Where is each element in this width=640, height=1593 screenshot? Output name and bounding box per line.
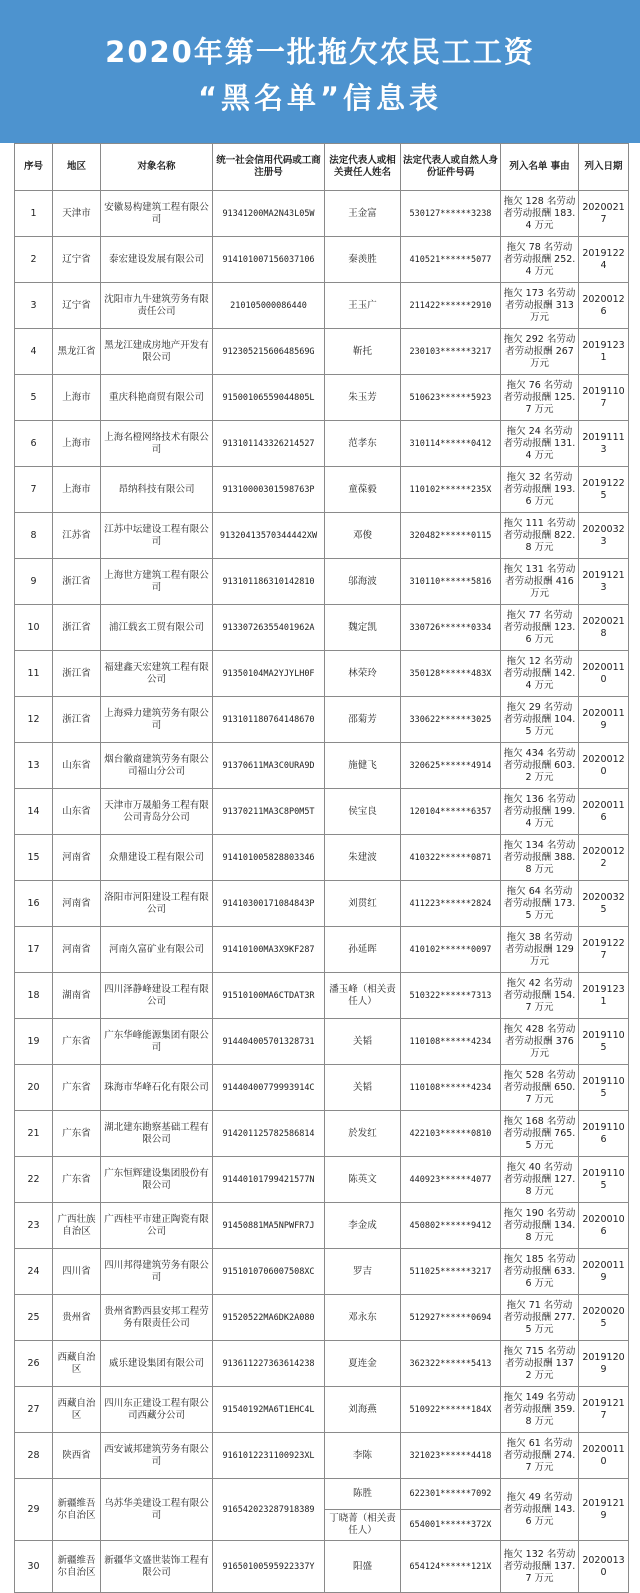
table-row <box>15 283 629 329</box>
row-number: 7 <box>15 467 53 513</box>
row-id-number: 110102******235X <box>401 467 501 513</box>
row-id-number: 110108******4234 <box>401 1019 501 1065</box>
row-date: 20200217 <box>579 191 629 237</box>
row-company-name: 沈阳市九牛建筑劳务有限责任公司 <box>101 283 213 329</box>
row-id-number: 440923******4077 <box>401 1157 501 1203</box>
row-region: 辽宁省 <box>53 237 101 283</box>
row-number: 18 <box>15 973 53 1019</box>
table-row <box>15 1065 629 1111</box>
row-company-name: 烟台徽商建筑劳务有限公司福山分公司 <box>101 743 213 789</box>
row-person-name: 靳托 <box>325 329 401 375</box>
row-reason: 拖欠 190 名劳动者劳动报酬 134.8 万元 <box>501 1203 579 1249</box>
row-reason: 拖欠 168 名劳动者劳动报酬 765.5 万元 <box>501 1111 579 1157</box>
row-reason: 拖欠 131 名劳动者劳动报酬 416 万元 <box>501 559 579 605</box>
row-company-name: 湖北建东勘察基础工程有限公司 <box>101 1111 213 1157</box>
col-header-id: 法定代表人或自然人身份证件号码 <box>401 144 501 191</box>
row-reason: 拖欠 77 名劳动者劳动报酬 123.6 万元 <box>501 605 579 651</box>
row-number: 8 <box>15 513 53 559</box>
col-header-person: 法定代表人或相关责任人姓名 <box>325 144 401 191</box>
row-company-name: 福建鑫天宏建筑工程有限公司 <box>101 651 213 697</box>
row-company-name: 西安诚邦建筑劳务有限公司 <box>101 1433 213 1479</box>
row-id-number: 230103******3217 <box>401 329 501 375</box>
row-company-name: 昂纳科技有限公司 <box>101 467 213 513</box>
row-credit-code: 916542023287918389 <box>213 1479 325 1541</box>
row-region: 贵州省 <box>53 1295 101 1341</box>
row-person-name: 关韬 <box>325 1065 401 1111</box>
title-line-2: “黑名单”信息表 <box>197 81 443 115</box>
row-reason: 拖欠 149 名劳动者劳动报酬 359.8 万元 <box>501 1387 579 1433</box>
row-region: 河南省 <box>53 927 101 973</box>
row-credit-code: 91320413570344442XW <box>213 513 325 559</box>
row-region: 山东省 <box>53 789 101 835</box>
row-person-name: 邵菊芳 <box>325 697 401 743</box>
table-row <box>15 1019 629 1065</box>
row-credit-code: 91350104MA2YJYLH0F <box>213 651 325 697</box>
row-person-name: 王玉广 <box>325 283 401 329</box>
row-reason: 拖欠 42 名劳动者劳动报酬 154.7 万元 <box>501 973 579 1019</box>
row-reason: 拖欠 528 名劳动者劳动报酬 650.7 万元 <box>501 1065 579 1111</box>
row-person-name: 秦羡胜 <box>325 237 401 283</box>
col-header-date: 列入日期 <box>579 144 629 191</box>
row-credit-code: 91540192MA6T1EHC4L <box>213 1387 325 1433</box>
row-date: 20191231 <box>579 973 629 1019</box>
row-id-number: 511025******3217 <box>401 1249 501 1295</box>
row-credit-code: 91230521560648569G <box>213 329 325 375</box>
row-person-name: 王金富 <box>325 191 401 237</box>
row-reason: 拖欠 434 名劳动者劳动报酬 603.2 万元 <box>501 743 579 789</box>
row-region: 广东省 <box>53 1111 101 1157</box>
row-number: 12 <box>15 697 53 743</box>
row-credit-code: 914101007156037106 <box>213 237 325 283</box>
row-number: 6 <box>15 421 53 467</box>
header-row <box>15 144 629 191</box>
row-region: 江苏省 <box>53 513 101 559</box>
row-number: 9 <box>15 559 53 605</box>
row-reason: 拖欠 134 名劳动者劳动报酬 388.8 万元 <box>501 835 579 881</box>
row-person-name-2: 丁晓菁（相关责任人） <box>325 1510 401 1541</box>
table-row <box>15 421 629 467</box>
row-date: 20191227 <box>579 927 629 973</box>
table-row <box>15 559 629 605</box>
row-number: 3 <box>15 283 53 329</box>
row-credit-code: 91310000301598763P <box>213 467 325 513</box>
row-date: 20200110 <box>579 1433 629 1479</box>
table-row <box>15 927 629 973</box>
row-id-number: 512927******0694 <box>401 1295 501 1341</box>
row-reason: 拖欠 64 名劳动者劳动报酬 173.5 万元 <box>501 881 579 927</box>
row-region: 湖南省 <box>53 973 101 1019</box>
row-region: 广东省 <box>53 1065 101 1111</box>
row-date: 20191105 <box>579 1065 629 1111</box>
title-banner <box>0 0 640 143</box>
row-number: 28 <box>15 1433 53 1479</box>
table-body <box>15 191 629 1593</box>
col-header-reason: 列入名单 事由 <box>501 144 579 191</box>
row-date: 20200126 <box>579 283 629 329</box>
row-number: 16 <box>15 881 53 927</box>
row-credit-code: 91500106559044805L <box>213 375 325 421</box>
col-header-code: 统一社会信用代码或工商注册号 <box>213 144 325 191</box>
row-id-number: 450802******9412 <box>401 1203 501 1249</box>
row-reason: 拖欠 715 名劳动者劳动报酬 1372 万元 <box>501 1341 579 1387</box>
row-date: 20191106 <box>579 1111 629 1157</box>
row-number: 19 <box>15 1019 53 1065</box>
row-credit-code: 913611227363614238 <box>213 1341 325 1387</box>
row-region: 西藏自治区 <box>53 1387 101 1433</box>
row-credit-code: 914201125782586814 <box>213 1111 325 1157</box>
row-reason: 拖欠 78 名劳动者劳动报酬 252.4 万元 <box>501 237 579 283</box>
row-region: 上海市 <box>53 375 101 421</box>
row-number: 20 <box>15 1065 53 1111</box>
table-row <box>15 1295 629 1341</box>
row-id-number: 622301******7092 <box>401 1479 501 1510</box>
row-id-number-2: 654001******372X <box>401 1510 501 1541</box>
row-region: 天津市 <box>53 191 101 237</box>
row-region: 浙江省 <box>53 605 101 651</box>
row-credit-code: 210105000086440 <box>213 283 325 329</box>
row-date: 20191217 <box>579 1387 629 1433</box>
row-number: 24 <box>15 1249 53 1295</box>
row-company-name: 天津市万晟船务工程有限公司青岛分公司 <box>101 789 213 835</box>
row-id-number: 310114******0412 <box>401 421 501 467</box>
row-person-name: 魏定凯 <box>325 605 401 651</box>
row-person-name: 邓永东 <box>325 1295 401 1341</box>
row-region: 辽宁省 <box>53 283 101 329</box>
row-person-name: 阳盛 <box>325 1541 401 1593</box>
row-number: 11 <box>15 651 53 697</box>
table-row <box>15 1387 629 1433</box>
row-id-number: 530127******3238 <box>401 191 501 237</box>
table-row <box>15 835 629 881</box>
row-id-number: 320482******0115 <box>401 513 501 559</box>
row-person-name: 施健飞 <box>325 743 401 789</box>
col-header-region: 地区 <box>53 144 101 191</box>
row-company-name: 四川泽静峰建设工程有限公司 <box>101 973 213 1019</box>
row-date: 20200110 <box>579 651 629 697</box>
row-date: 20191107 <box>579 375 629 421</box>
table-row <box>15 191 629 237</box>
row-id-number: 410102******0097 <box>401 927 501 973</box>
table-row <box>15 467 629 513</box>
table-row <box>15 237 629 283</box>
row-id-number: 320625******4914 <box>401 743 501 789</box>
row-id-number: 350128******483X <box>401 651 501 697</box>
row-person-name: 陈胜 <box>325 1479 401 1510</box>
row-reason: 拖欠 61 名劳动者劳动报酬 274.7 万元 <box>501 1433 579 1479</box>
row-number: 21 <box>15 1111 53 1157</box>
row-number: 14 <box>15 789 53 835</box>
row-company-name: 广西桂平市建正陶瓷有限公司 <box>101 1203 213 1249</box>
row-date: 20200323 <box>579 513 629 559</box>
col-header-name: 对象名称 <box>101 144 213 191</box>
row-reason: 拖欠 29 名劳动者劳动报酬 104.5 万元 <box>501 697 579 743</box>
row-date: 20191224 <box>579 237 629 283</box>
row-credit-code: 91341200MA2N43L05W <box>213 191 325 237</box>
row-number: 23 <box>15 1203 53 1249</box>
row-id-number: 654124******121X <box>401 1541 501 1593</box>
row-id-number: 310110******5816 <box>401 559 501 605</box>
row-reason: 拖欠 24 名劳动者劳动报酬 131.4 万元 <box>501 421 579 467</box>
row-date: 20191113 <box>579 421 629 467</box>
row-date: 20200119 <box>579 1249 629 1295</box>
row-id-number: 411223******2824 <box>401 881 501 927</box>
table-row <box>15 651 629 697</box>
row-number: 17 <box>15 927 53 973</box>
row-date: 20200205 <box>579 1295 629 1341</box>
row-person-name: 於发红 <box>325 1111 401 1157</box>
row-credit-code: 913101186310142810 <box>213 559 325 605</box>
row-company-name: 四川东正建设工程有限公司西藏分公司 <box>101 1387 213 1433</box>
row-region: 广西壮族自治区 <box>53 1203 101 1249</box>
row-company-name: 黑龙江建成房地产开发有限公司 <box>101 329 213 375</box>
row-reason: 拖欠 38 名劳动者劳动报酬 129 万元 <box>501 927 579 973</box>
row-id-number: 211422******2910 <box>401 283 501 329</box>
row-person-name: 陈英文 <box>325 1157 401 1203</box>
table-row <box>15 1203 629 1249</box>
row-date: 20200122 <box>579 835 629 881</box>
row-number: 13 <box>15 743 53 789</box>
row-region: 新疆维吾尔自治区 <box>53 1541 101 1593</box>
row-credit-code: 91520522MA6DK2A080 <box>213 1295 325 1341</box>
row-person-name: 刘贯红 <box>325 881 401 927</box>
row-reason: 拖欠 428 名劳动者劳动报酬 376 万元 <box>501 1019 579 1065</box>
row-id-number: 362322******5413 <box>401 1341 501 1387</box>
row-date: 20191219 <box>579 1479 629 1541</box>
row-credit-code: 91370611MA3C0URA9D <box>213 743 325 789</box>
row-reason: 拖欠 292 名劳动者劳动报酬 267 万元 <box>501 329 579 375</box>
row-company-name: 众鼎建设工程有限公司 <box>101 835 213 881</box>
row-id-number: 110108******4234 <box>401 1065 501 1111</box>
row-company-name: 上海舜力建筑劳务有限公司 <box>101 697 213 743</box>
row-date: 20191225 <box>579 467 629 513</box>
row-date: 20200218 <box>579 605 629 651</box>
row-company-name: 江苏中坛建设工程有限公司 <box>101 513 213 559</box>
row-number: 29 <box>15 1479 53 1541</box>
row-person-name: 林荣玲 <box>325 651 401 697</box>
row-number: 30 <box>15 1541 53 1593</box>
row-credit-code: 916501005959223​37Y <box>213 1541 325 1593</box>
row-person-name: 关韬 <box>325 1019 401 1065</box>
row-region: 上海市 <box>53 421 101 467</box>
row-region: 新疆维吾尔自治区 <box>53 1479 101 1541</box>
row-reason: 拖欠 128 名劳动者劳动报酬 183.4 万元 <box>501 191 579 237</box>
row-id-number: 510322******7313 <box>401 973 501 1019</box>
row-reason: 拖欠 71 名劳动者劳动报酬 277.5 万元 <box>501 1295 579 1341</box>
row-reason: 拖欠 185 名劳动者劳动报酬 633.6 万元 <box>501 1249 579 1295</box>
row-person-name: 李金成 <box>325 1203 401 1249</box>
row-credit-code: 91330726355401962A <box>213 605 325 651</box>
row-company-name: 广东恒辉建设集团股份有限公司 <box>101 1157 213 1203</box>
row-number: 1 <box>15 191 53 237</box>
title-line-1: 2020年第一批拖欠农民工工资 <box>105 35 535 69</box>
row-region: 山东省 <box>53 743 101 789</box>
row-credit-code: 914101005828803346 <box>213 835 325 881</box>
row-credit-code: 914404005701328731 <box>213 1019 325 1065</box>
row-reason: 拖欠 32 名劳动者劳动报酬 193.6 万元 <box>501 467 579 513</box>
row-date: 20200120 <box>579 743 629 789</box>
table-row <box>15 1341 629 1387</box>
row-person-name: 邬海波 <box>325 559 401 605</box>
row-region: 陕西省 <box>53 1433 101 1479</box>
row-person-name: 邓俊 <box>325 513 401 559</box>
row-credit-code: 91440400779993914C <box>213 1065 325 1111</box>
row-id-number: 410322******0871 <box>401 835 501 881</box>
row-credit-code: 91440101799421577N <box>213 1157 325 1203</box>
row-person-name: 孙延晖 <box>325 927 401 973</box>
table-row <box>15 513 629 559</box>
row-date: 20200106 <box>579 1203 629 1249</box>
table-row <box>15 329 629 375</box>
row-date: 20200119 <box>579 697 629 743</box>
table-row <box>15 1157 629 1203</box>
row-company-name: 威乐建设集团有限公司 <box>101 1341 213 1387</box>
row-company-name: 新疆华文盛世装饰工程有限公司 <box>101 1541 213 1593</box>
row-person-name: 朱玉芳 <box>325 375 401 421</box>
row-credit-code: 913101143326214527 <box>213 421 325 467</box>
row-person-name: 侯宝良 <box>325 789 401 835</box>
row-region: 黑龙江省 <box>53 329 101 375</box>
row-person-name: 童葆毅 <box>325 467 401 513</box>
row-date: 20200130 <box>579 1541 629 1593</box>
row-id-number: 120104******6357 <box>401 789 501 835</box>
row-credit-code: 91450881MA5NPWFR7J <box>213 1203 325 1249</box>
row-region: 广东省 <box>53 1157 101 1203</box>
row-reason: 拖欠 136 名劳动者劳动报酬 199.4 万元 <box>501 789 579 835</box>
row-region: 河南省 <box>53 881 101 927</box>
col-header-no: 序号 <box>15 144 53 191</box>
row-person-name: 夏连金 <box>325 1341 401 1387</box>
row-company-name: 安徽易构建筑工程有限公司 <box>101 191 213 237</box>
row-company-name: 浦江载玄工贸有限公司 <box>101 605 213 651</box>
row-id-number: 510922******184X <box>401 1387 501 1433</box>
row-number: 26 <box>15 1341 53 1387</box>
blacklist-table <box>14 143 629 1593</box>
row-company-name: 乌苏华美建设工程有限公司 <box>101 1479 213 1541</box>
row-person-name: 李陈 <box>325 1433 401 1479</box>
row-company-name: 洛阳市河阳建设工程有限公司 <box>101 881 213 927</box>
row-id-number: 330622******3025 <box>401 697 501 743</box>
row-reason: 拖欠 76 名劳动者劳动报酬 125.7 万元 <box>501 375 579 421</box>
row-company-name: 珠海市华峰石化有限公司 <box>101 1065 213 1111</box>
table-row <box>15 1433 629 1479</box>
row-person-name: 朱建波 <box>325 835 401 881</box>
row-credit-code: 9161012231100923XL <box>213 1433 325 1479</box>
row-credit-code: 91510100MA6CTDAT3R <box>213 973 325 1019</box>
row-date: 20200325 <box>579 881 629 927</box>
row-company-name: 上海世方建筑工程有限公司 <box>101 559 213 605</box>
table-row <box>15 697 629 743</box>
row-region: 上海市 <box>53 467 101 513</box>
row-number: 25 <box>15 1295 53 1341</box>
row-reason: 拖欠 132 名劳动者劳动报酬 137.7 万元 <box>501 1541 579 1593</box>
row-reason: 拖欠 111 名劳动者劳动报酬 822.8 万元 <box>501 513 579 559</box>
row-credit-code: 91510107060075​08XC <box>213 1249 325 1295</box>
row-credit-code: 91410100MA3X9KF287 <box>213 927 325 973</box>
row-credit-code: 91370211MA3C8P0M5T <box>213 789 325 835</box>
row-company-name: 上海名橙网络技术有限公司 <box>101 421 213 467</box>
row-reason: 拖欠 173 名劳动者劳动报酬 313 万元 <box>501 283 579 329</box>
row-number: 22 <box>15 1157 53 1203</box>
row-credit-code: 91410300171084843P <box>213 881 325 927</box>
row-credit-code: 913101180764148670 <box>213 697 325 743</box>
row-company-name: 四川邦得建筑劳务有限公司 <box>101 1249 213 1295</box>
row-reason: 拖欠 49 名劳动者劳动报酬 143.6 万元 <box>501 1479 579 1541</box>
row-id-number: 321023******4418 <box>401 1433 501 1479</box>
row-company-name: 广东华峰能源集团有限公司 <box>101 1019 213 1065</box>
row-reason: 拖欠 40 名劳动者劳动报酬 127.8 万元 <box>501 1157 579 1203</box>
row-company-name: 泰宏建设发展有限公司 <box>101 237 213 283</box>
row-date: 20191213 <box>579 559 629 605</box>
row-region: 广东省 <box>53 1019 101 1065</box>
row-region: 河南省 <box>53 835 101 881</box>
row-date: 20191209 <box>579 1341 629 1387</box>
table-row <box>15 1479 629 1510</box>
table-row <box>15 973 629 1019</box>
row-person-name: 范孝东 <box>325 421 401 467</box>
row-number: 27 <box>15 1387 53 1433</box>
table-row <box>15 881 629 927</box>
table-row <box>15 743 629 789</box>
row-number: 10 <box>15 605 53 651</box>
row-id-number: 330726******0334 <box>401 605 501 651</box>
table-row <box>15 1249 629 1295</box>
row-region: 浙江省 <box>53 651 101 697</box>
row-date: 20191231 <box>579 329 629 375</box>
table-row <box>15 375 629 421</box>
table-row <box>15 1111 629 1157</box>
table-row <box>15 605 629 651</box>
table-row <box>15 789 629 835</box>
row-person-name: 罗吉 <box>325 1249 401 1295</box>
row-id-number: 410521******5077 <box>401 237 501 283</box>
row-person-name: 潘玉峰（相关责任人） <box>325 973 401 1019</box>
row-date: 20191105 <box>579 1157 629 1203</box>
row-region: 浙江省 <box>53 697 101 743</box>
row-number: 15 <box>15 835 53 881</box>
row-person-name: 刘海燕 <box>325 1387 401 1433</box>
row-id-number: 510623******5923 <box>401 375 501 421</box>
row-number: 5 <box>15 375 53 421</box>
row-region: 四川省 <box>53 1249 101 1295</box>
row-company-name: 河南久富矿业有限公司 <box>101 927 213 973</box>
row-company-name: 贵州省黔西县安邦工程劳务有限责任公司 <box>101 1295 213 1341</box>
row-reason: 拖欠 12 名劳动者劳动报酬 142.4 万元 <box>501 651 579 697</box>
row-region: 西藏自治区 <box>53 1341 101 1387</box>
row-id-number: 422103******0810 <box>401 1111 501 1157</box>
row-number: 4 <box>15 329 53 375</box>
row-date: 20191105 <box>579 1019 629 1065</box>
row-date: 20200116 <box>579 789 629 835</box>
row-region: 浙江省 <box>53 559 101 605</box>
row-company-name: 重庆科艳商贸有限公司 <box>101 375 213 421</box>
row-number: 2 <box>15 237 53 283</box>
table-row <box>15 1541 629 1593</box>
